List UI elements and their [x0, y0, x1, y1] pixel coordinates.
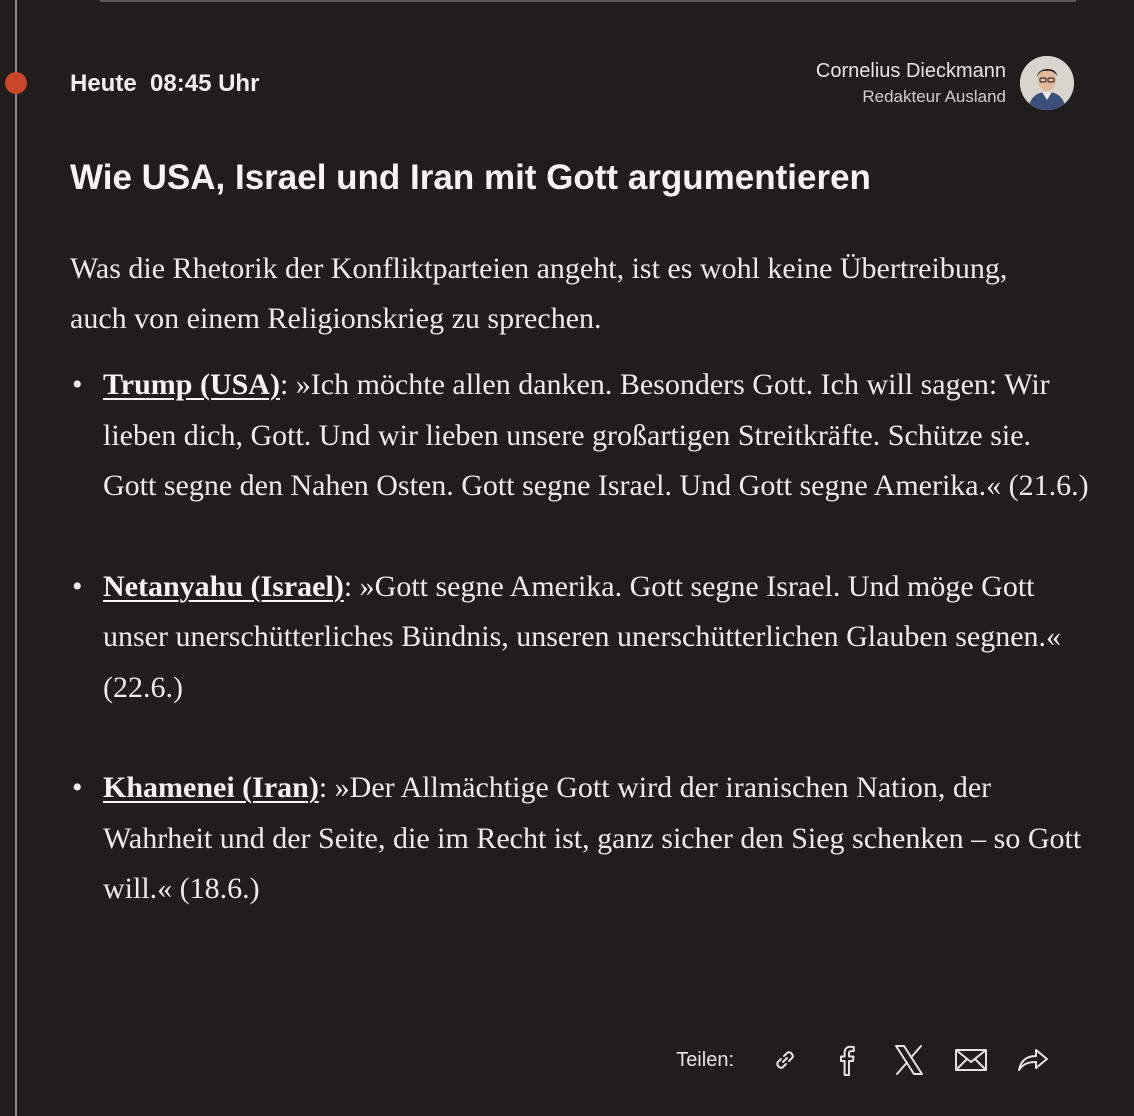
quote-text: : »Ich möchte allen danken. Besonders Gott. Ich will sagen: Wir lieben dich, Gott. Und wir lieben unsere großartigen Streitkräfte. Schütze sie. Gott segne den Nahen Osten. Gott segne Israel. Und Gott segne Amerika.« (21.6.) [103, 368, 1089, 502]
bullet: • [72, 771, 83, 804]
link-icon [770, 1045, 800, 1075]
entry-timestamp [70, 70, 259, 98]
share-arrow-icon [1016, 1045, 1050, 1075]
list-item [70, 763, 1090, 915]
divider [100, 0, 1076, 2]
quote-text: : »Gott segne Amerika. Gott segne Israel. Und möge Gott unser unerschütterliches Bündnis, unseren unerschütterlichen Glauben segnen.« (22.6.) [103, 569, 1062, 704]
share-bar [676, 1040, 1064, 1080]
author-name[interactable]: Cornelius Dieckmann [815, 60, 1006, 82]
copy-link-button[interactable] [754, 1040, 816, 1080]
timeline-dot [5, 72, 27, 94]
share-more-button[interactable] [1002, 1040, 1064, 1080]
bullet: • [72, 569, 83, 603]
speaker-link-netanyahu[interactable]: Netanyahu (Israel) [103, 569, 344, 603]
speaker-link-khamenei[interactable]: Khamenei (Iran) [103, 771, 319, 804]
mail-icon [954, 1046, 988, 1074]
timeline-line [15, 0, 17, 1116]
share-label: Teilen: [676, 1048, 734, 1071]
share-facebook-button[interactable] [816, 1040, 878, 1080]
facebook-icon [832, 1043, 862, 1077]
bullet: • [72, 368, 83, 401]
entry-date: Heute [70, 70, 137, 97]
entry-time: 08:45 Uhr [150, 70, 260, 97]
list-item [70, 360, 1090, 512]
article-intro: Was die Rhetorik der Konfliktparteien angeht, ist es wohl keine Übertreibung, auch von einem Religionskrieg zu sprechen. [70, 252, 1008, 335]
author-role: Redakteur Ausland [862, 87, 1006, 106]
list-item [70, 562, 1090, 714]
x-icon [892, 1043, 926, 1077]
share-mail-button[interactable] [940, 1040, 1002, 1080]
avatar-portrait-icon [1020, 56, 1074, 110]
author-text [816, 57, 1006, 109]
article-headline: Wie USA, Israel und Iran mit Gott argumentieren [70, 158, 871, 197]
speaker-link-trump[interactable]: Trump (USA) [103, 368, 280, 401]
share-x-button[interactable] [878, 1040, 940, 1080]
avatar[interactable] [1020, 56, 1074, 110]
quote-list [70, 360, 1090, 965]
quote-text: : »Der Allmächtige Gott wird der iranischen Nation, der Wahrheit und der Seite, die im Recht ist, ganz sicher den Sieg schenken – so Gott will.« (18.6.) [103, 771, 1082, 905]
author-box[interactable] [816, 56, 1074, 110]
